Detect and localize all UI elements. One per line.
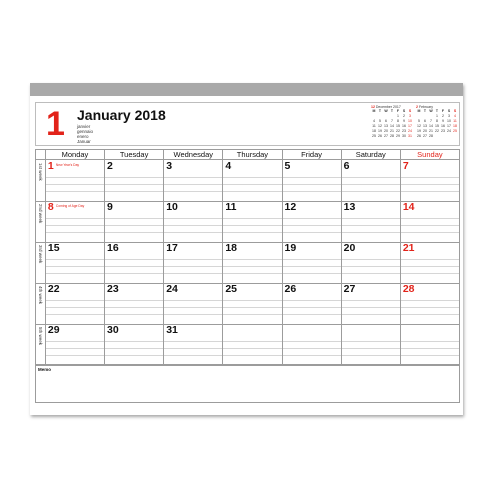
day-cell-friday[interactable] bbox=[283, 283, 342, 324]
day-cell-thursday[interactable] bbox=[223, 283, 282, 324]
day-number: 24 bbox=[166, 283, 178, 295]
day-cell-friday[interactable] bbox=[283, 201, 342, 242]
day-number: 12 bbox=[284, 201, 297, 213]
mini-day: 4 bbox=[454, 114, 456, 118]
mini-day: 18 bbox=[372, 129, 376, 133]
mini-weekday-header: F bbox=[396, 109, 400, 113]
weekday-thursday: Thursday bbox=[223, 150, 282, 159]
day-cell-saturday[interactable] bbox=[342, 242, 401, 283]
month-title: January 2018 bbox=[77, 107, 166, 123]
mini-day: 1 bbox=[397, 114, 399, 118]
week-label: 4th week bbox=[38, 286, 43, 305]
mini-day: 17 bbox=[408, 124, 412, 128]
mini-day: 21 bbox=[429, 129, 433, 133]
week-label-cell bbox=[36, 283, 46, 324]
month-name-spanish: enero bbox=[77, 134, 89, 139]
mini-month-number: 2 bbox=[416, 105, 418, 109]
mini-weekday-header: W bbox=[384, 109, 388, 113]
day-cell-monday[interactable] bbox=[46, 242, 105, 283]
day-cell-monday[interactable] bbox=[46, 201, 105, 242]
day-number: 20 bbox=[343, 242, 356, 254]
day-number: 19 bbox=[284, 242, 297, 254]
mini-calendar-previous-month bbox=[371, 105, 413, 139]
mini-day: 13 bbox=[423, 124, 427, 128]
week-row bbox=[36, 160, 459, 202]
day-cell-wednesday[interactable] bbox=[164, 201, 223, 242]
week-label-cell bbox=[36, 324, 46, 365]
mini-day: 14 bbox=[429, 124, 433, 128]
mini-day: 14 bbox=[390, 124, 394, 128]
mini-day: 27 bbox=[423, 134, 427, 138]
mini-day: 17 bbox=[447, 124, 451, 128]
day-number: 27 bbox=[343, 283, 356, 295]
mini-day: 30 bbox=[402, 134, 406, 138]
day-cell-sunday[interactable] bbox=[401, 160, 459, 201]
month-grid bbox=[35, 149, 460, 365]
mini-month-name: February bbox=[418, 105, 433, 109]
mini-weekday-header: M bbox=[372, 109, 376, 113]
day-number: 30 bbox=[107, 324, 119, 336]
mini-day: 5 bbox=[418, 119, 420, 123]
day-cell-monday[interactable] bbox=[46, 283, 105, 324]
mini-day: 21 bbox=[390, 129, 394, 133]
mini-day: 8 bbox=[436, 119, 438, 123]
day-number: 7 bbox=[402, 160, 409, 172]
week-label-cell bbox=[36, 160, 46, 201]
week-label: 1st week bbox=[38, 163, 43, 181]
weekday-monday: Monday bbox=[46, 150, 105, 159]
day-number: 11 bbox=[225, 201, 237, 213]
mini-day: 26 bbox=[417, 134, 421, 138]
mini-day: 20 bbox=[423, 129, 427, 133]
day-number: 15 bbox=[47, 242, 60, 254]
mini-day: 10 bbox=[408, 119, 412, 123]
mini-weekday-header: T bbox=[435, 109, 439, 113]
day-cell-thursday[interactable] bbox=[223, 242, 282, 283]
mini-day: 23 bbox=[441, 129, 445, 133]
day-number: 6 bbox=[343, 160, 350, 172]
mini-day: 11 bbox=[372, 124, 376, 128]
month-number: 1 bbox=[46, 105, 65, 143]
day-cell-saturday[interactable] bbox=[342, 201, 401, 242]
day-cell-friday[interactable] bbox=[283, 160, 342, 201]
week-row bbox=[36, 324, 459, 366]
mini-day: 19 bbox=[378, 129, 382, 133]
weekday-sunday: Sunday bbox=[417, 150, 443, 159]
mini-day: 31 bbox=[408, 134, 412, 138]
day-number: 21 bbox=[402, 242, 415, 254]
weekday-header-row bbox=[36, 150, 459, 160]
mini-day: 16 bbox=[402, 124, 406, 128]
mini-calendar-grid bbox=[371, 109, 413, 139]
mini-weekday-header: S bbox=[453, 109, 457, 113]
mini-day: 29 bbox=[396, 134, 400, 138]
mini-day: 20 bbox=[384, 129, 388, 133]
day-cell-sunday[interactable] bbox=[401, 324, 459, 365]
day-cell-wednesday[interactable] bbox=[164, 324, 223, 365]
day-number: 1 bbox=[47, 160, 54, 172]
mini-weekday-header: M bbox=[417, 109, 421, 113]
mini-day: 28 bbox=[429, 134, 433, 138]
day-number: 31 bbox=[166, 324, 178, 336]
mini-day: 25 bbox=[372, 134, 376, 138]
mini-day: 22 bbox=[435, 129, 439, 133]
month-name-german: Januar bbox=[77, 139, 91, 144]
day-number: 8 bbox=[47, 201, 54, 213]
month-header bbox=[35, 102, 460, 146]
day-number: 26 bbox=[284, 283, 297, 295]
mini-day: 2 bbox=[403, 114, 405, 118]
mini-day: 11 bbox=[453, 119, 457, 123]
mini-day: 8 bbox=[397, 119, 399, 123]
day-number: 17 bbox=[166, 242, 178, 254]
day-number: 10 bbox=[166, 201, 178, 213]
day-cell-thursday[interactable] bbox=[223, 201, 282, 242]
mini-day: 6 bbox=[424, 119, 426, 123]
mini-day: 24 bbox=[408, 129, 412, 133]
day-cell-sunday[interactable] bbox=[401, 201, 459, 242]
holiday-label: New Year's Day bbox=[55, 163, 80, 167]
mini-calendar-grid bbox=[416, 109, 458, 139]
mini-day: 6 bbox=[385, 119, 387, 123]
mini-day: 4 bbox=[373, 119, 375, 123]
holiday-label: Coming of Age Day bbox=[55, 204, 85, 208]
mini-day: 13 bbox=[384, 124, 388, 128]
weekday-tuesday: Tuesday bbox=[105, 150, 164, 159]
week-label: 5th week bbox=[38, 327, 43, 346]
mini-weekday-header: S bbox=[447, 109, 451, 113]
day-cell-tuesday[interactable] bbox=[105, 242, 164, 283]
mini-weekday-header: W bbox=[429, 109, 433, 113]
day-number: 9 bbox=[107, 201, 113, 213]
day-cell-tuesday[interactable] bbox=[105, 324, 164, 365]
mini-day: 1 bbox=[436, 114, 438, 118]
mini-weekday-header: F bbox=[441, 109, 445, 113]
day-cell-tuesday[interactable] bbox=[105, 201, 164, 242]
week-label-cell bbox=[36, 201, 46, 242]
day-number: 25 bbox=[225, 283, 238, 295]
mini-weekday-header: S bbox=[402, 109, 406, 113]
mini-day: 22 bbox=[396, 129, 400, 133]
weekday-saturday: Saturday bbox=[342, 150, 401, 159]
mini-day: 2 bbox=[442, 114, 444, 118]
mini-day: 10 bbox=[447, 119, 451, 123]
day-cell-friday[interactable] bbox=[283, 242, 342, 283]
day-number: 16 bbox=[107, 242, 119, 254]
calendar-sheet bbox=[30, 83, 463, 415]
mini-day: 27 bbox=[384, 134, 388, 138]
day-cell-friday[interactable] bbox=[283, 324, 342, 365]
mini-day: 9 bbox=[442, 119, 444, 123]
mini-day: 26 bbox=[378, 134, 382, 138]
week-label: 3rd week bbox=[38, 245, 43, 264]
mini-day: 18 bbox=[453, 124, 457, 128]
mini-weekday-header: T bbox=[423, 109, 427, 113]
day-cell-wednesday[interactable] bbox=[164, 160, 223, 201]
memo-area bbox=[35, 364, 460, 403]
day-cell-wednesday[interactable] bbox=[164, 283, 223, 324]
mini-day: 15 bbox=[435, 124, 439, 128]
day-cell-tuesday[interactable] bbox=[105, 160, 164, 201]
day-cell-thursday[interactable] bbox=[223, 324, 282, 365]
week-label: 2nd week bbox=[38, 204, 43, 224]
month-name-italian: gennaio bbox=[77, 129, 94, 134]
mini-day: 12 bbox=[417, 124, 421, 128]
mini-day: 3 bbox=[409, 114, 411, 118]
mini-weekday-header: S bbox=[408, 109, 412, 113]
week-row bbox=[36, 283, 459, 325]
day-cell-saturday[interactable] bbox=[342, 324, 401, 365]
day-number: 2 bbox=[107, 160, 113, 172]
mini-day: 25 bbox=[453, 129, 457, 133]
mini-day: 23 bbox=[402, 129, 406, 133]
week-label-header bbox=[36, 150, 46, 159]
day-cell-monday[interactable] bbox=[46, 160, 105, 201]
day-cell-saturday[interactable] bbox=[342, 283, 401, 324]
mini-weekday-header: T bbox=[390, 109, 394, 113]
day-number: 14 bbox=[402, 201, 415, 213]
mini-month-year: 2017 bbox=[393, 105, 401, 109]
mini-day: 7 bbox=[391, 119, 393, 123]
mini-day: 5 bbox=[379, 119, 381, 123]
mini-month-name: December bbox=[375, 105, 393, 109]
day-number: 28 bbox=[402, 283, 415, 295]
mini-day: 15 bbox=[396, 124, 400, 128]
mini-weekday-header: T bbox=[378, 109, 382, 113]
day-cell-saturday[interactable] bbox=[342, 160, 401, 201]
day-cell-wednesday[interactable] bbox=[164, 242, 223, 283]
mini-day: 19 bbox=[417, 129, 421, 133]
day-number: 23 bbox=[107, 283, 119, 295]
mini-month-number: 12 bbox=[371, 105, 375, 109]
day-cell-sunday[interactable] bbox=[401, 283, 459, 324]
month-name-french: janvier bbox=[77, 124, 91, 129]
week-label-cell bbox=[36, 242, 46, 283]
weekday-wednesday: Wednesday bbox=[164, 150, 223, 159]
day-number: 22 bbox=[47, 283, 60, 295]
day-cell-tuesday[interactable] bbox=[105, 283, 164, 324]
mini-day: 12 bbox=[378, 124, 382, 128]
day-cell-thursday[interactable] bbox=[223, 160, 282, 201]
week-row bbox=[36, 201, 459, 243]
calendar-binding-strip bbox=[30, 83, 463, 96]
mini-day: 7 bbox=[430, 119, 432, 123]
week-row bbox=[36, 242, 459, 284]
day-number: 5 bbox=[284, 160, 291, 172]
weekday-friday: Friday bbox=[283, 150, 342, 159]
day-cell-monday[interactable] bbox=[46, 324, 105, 365]
memo-label: Memo bbox=[38, 367, 52, 372]
mini-day: 3 bbox=[448, 114, 450, 118]
mini-day: 9 bbox=[403, 119, 405, 123]
day-number: 13 bbox=[343, 201, 356, 213]
day-number: 29 bbox=[47, 324, 60, 336]
mini-day: 28 bbox=[390, 134, 394, 138]
mini-day: 24 bbox=[447, 129, 451, 133]
day-number: 18 bbox=[225, 242, 238, 254]
mini-day bbox=[452, 134, 458, 139]
mini-day: 16 bbox=[441, 124, 445, 128]
day-number: 3 bbox=[166, 160, 173, 172]
mini-calendar-next-month bbox=[416, 105, 458, 139]
day-cell-sunday[interactable] bbox=[401, 242, 459, 283]
day-number: 4 bbox=[225, 160, 232, 172]
